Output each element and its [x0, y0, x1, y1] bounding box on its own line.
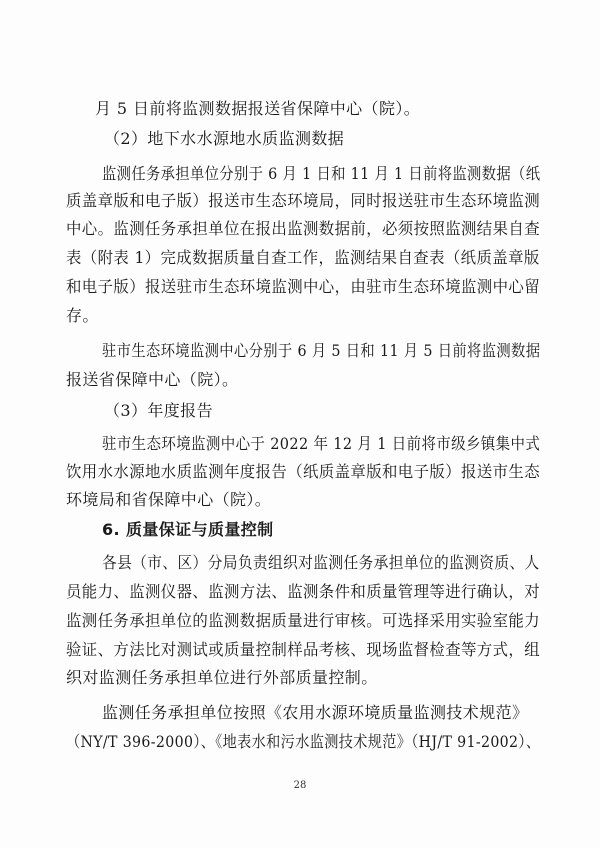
text-line: 监测任务承担单位按照《农用水源环境质量监测技术规范》: [102, 703, 529, 722]
text-line: 驻市生态环境监测中心分别于 6 月 5 日和 11 月 5 日前将监测数据: [102, 341, 541, 360]
text-line: 驻市生态环境监测中心于 2022 年 12 月 1 日前将市级乡镇集中式: [102, 434, 541, 453]
text-line: 监测任务承担单位分别于 6 月 1 日和 11 月 1 日前将监测数据（纸: [102, 164, 541, 183]
text-line: 环境局和省保障中心（院）。: [66, 490, 272, 509]
text-line: 监测任务承担单位的监测数据质量进行审核。可选择采用实验室能力: [66, 611, 541, 630]
page-number: 28: [293, 780, 307, 791]
text-line: 中心。监测任务承担单位在报出监测数据前，必须按照监测结果自查: [66, 219, 541, 238]
text-line: 质盖章版和电子版）报送市生态环境局，同时报送驻市生态环境监测: [66, 191, 541, 210]
text-line: 月 5 日前将监测数据报送省保障中心（院）。: [95, 99, 421, 118]
text-line: 和电子版）报送驻市生态环境监测中心，由驻市生态环境监测中心留: [66, 277, 541, 296]
text-line: 存。: [66, 306, 99, 325]
text-line: （NY/T 396-2000）、《地表水和污水监测技术规范》（HJ/T 91-2002）、: [66, 732, 541, 751]
text-line: 表（附表 1）完成数据质量自查工作，监测结果自查表（纸质盖章版: [66, 248, 540, 267]
text-line: 员能力、监测仪器、监测方法、监测条件和质量管理等进行确认，对: [66, 582, 541, 601]
section-heading: 6. 质量保证与质量控制: [102, 520, 274, 539]
text-line: 织对监测任务承担单位进行外部质量控制。: [66, 668, 378, 687]
subsection-heading: （2）地下水水源地水质监测数据: [104, 129, 345, 148]
text-line: 验证、方法比对测试或质量控制样品考核、现场监督检查等方式，组: [66, 640, 541, 659]
text-line: 报送省保障中心（院）。: [66, 370, 239, 389]
text-line: 饮用水水源地水质监测年度报告（纸质盖章版和电子版）报送市生态: [66, 462, 541, 481]
text-line: 各县（市、区）分局负责组织对监测任务承担单位的监测资质、人: [102, 553, 540, 572]
subsection-heading: （3）年度报告: [104, 401, 213, 420]
